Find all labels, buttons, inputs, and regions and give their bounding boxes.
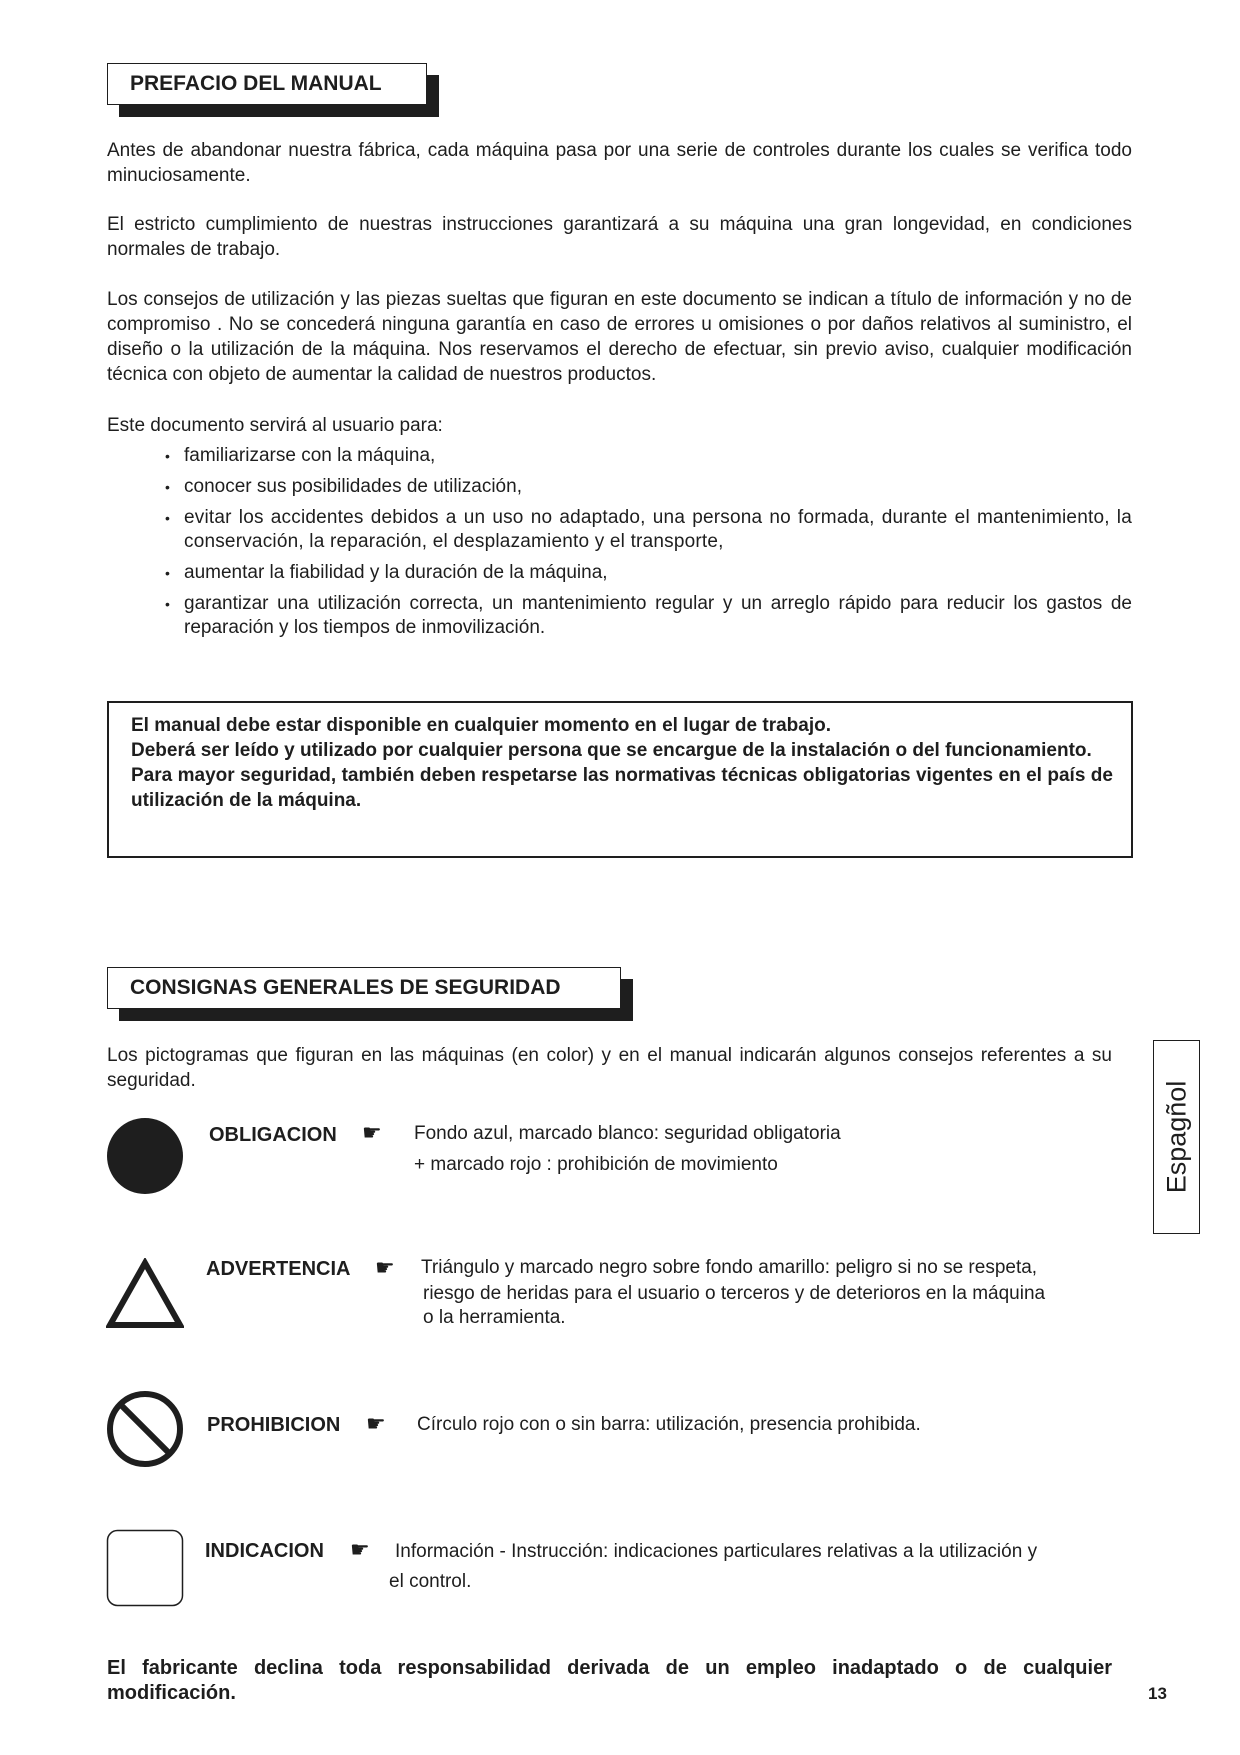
list-item: • garantizar una utilización correcta, un mantenimiento regular y un arreglo rápido para reducir los gastos de reparación y los tiempos de inmovilización. <box>165 592 1132 640</box>
description-line: Triángulo y marcado negro sobre fondo amarillo: peligro si no se respeta, <box>421 1257 1038 1278</box>
pointer-icon: ☛ <box>366 1411 386 1436</box>
advertencia-label: ADVERTENCIA <box>206 1258 351 1280</box>
manual-notice-box <box>107 701 1133 858</box>
language-side-tab <box>1153 1040 1200 1234</box>
description-line: el control. <box>389 1571 472 1592</box>
prohibition-icon <box>106 1390 184 1468</box>
advertencia-description <box>421 1255 1045 1331</box>
list-item: • familiarizarse con la máquina, <box>165 444 1132 468</box>
description-line: o la herramienta. <box>423 1307 566 1328</box>
pointer-icon: ☛ <box>375 1255 395 1280</box>
obligacion-label: OBLIGACION <box>209 1124 337 1146</box>
pointer-icon: ☛ <box>362 1120 382 1145</box>
list-item: • conocer sus posibilidades de utilización, <box>165 475 1132 499</box>
description-line: Círculo rojo con o sin barra: utilización, presencia prohibida. <box>417 1414 921 1435</box>
list-item: • aumentar la fiabilidad y la duración de la máquina, <box>165 561 1132 585</box>
prohibicion-description <box>417 1411 921 1438</box>
description-line: Fondo azul, marcado blanco: seguridad obligatoria <box>414 1123 841 1144</box>
prohibicion-label: PROHIBICION <box>207 1414 341 1436</box>
preface-heading <box>107 63 439 117</box>
notice-line: El manual debe estar disponible en cualquier momento en el lugar de trabajo. <box>131 715 831 736</box>
preface-paragraph-2: El estricto cumplimiento de nuestras instrucciones garantizará a su máquina una gran longevidad, en condiciones normales de trabajo. <box>107 214 1132 260</box>
indicacion-description <box>389 1537 1037 1597</box>
notice-line: Para mayor seguridad, también deben respetarse las normativas técnicas obligatorias vigentes en el país de utilización de la máquina. <box>131 765 1113 811</box>
purpose-list <box>165 444 1132 640</box>
pointer-icon: ☛ <box>350 1537 370 1562</box>
description-line: Información - Instrucción: indicaciones particulares relativas a la utilización y <box>395 1541 1038 1562</box>
obligacion-description <box>414 1120 841 1178</box>
warning-triangle-icon <box>106 1258 184 1330</box>
preface-title: PREFACIO DEL MANUAL <box>107 63 427 105</box>
safety-title: CONSIGNAS GENERALES DE SEGURIDAD <box>107 967 621 1009</box>
preface-paragraph-4: Este documento servirá al usuario para: <box>107 415 443 436</box>
page-number: 13 <box>1148 1684 1167 1703</box>
preface-paragraph-3: Los consejos de utilización y las piezas sueltas que figuran en este documento se indican a título de información y no de compromiso . No se concederá ninguna garantía en caso de errores u omisiones o por daños relativos al suministro, el diseño o la utilización de la máquina. Nos reservamos el derecho de efectuar, sin previo aviso, cualquier modificación técnica con objeto de aumentar la calidad de nuestros productos. <box>107 289 1132 385</box>
liability-disclaimer: El fabricante declina toda responsabilidad derivada de un empleo inadaptado o de cualquier modificación. <box>107 1657 1112 1704</box>
rounded-square-icon <box>106 1529 184 1607</box>
language-label: Espagñol <box>1161 1080 1191 1194</box>
list-item: • evitar los accidentes debidos a un uso no adaptado, una persona no formada, durante el mantenimiento, la conservación, la reparación, el desplazamiento y el transporte, <box>165 506 1132 554</box>
filled-circle-icon <box>106 1117 184 1195</box>
preface-paragraph-1: Antes de abandonar nuestra fábrica, cada máquina pasa por una serie de controles durante los cuales se verifica todo minuciosamente. <box>107 140 1132 186</box>
safety-intro: Los pictogramas que figuran en las máquinas (en color) y en el manual indicarán algunos consejos referentes a su seguridad. <box>107 1045 1112 1091</box>
indicacion-label: INDICACION <box>205 1540 324 1562</box>
description-line: + marcado rojo : prohibición de movimiento <box>414 1154 778 1175</box>
notice-line: Deberá ser leído y utilizado por cualquier persona que se encargue de la instalación o del funcionamiento. <box>131 740 1092 761</box>
description-line: riesgo de heridas para el usuario o terceros y de deterioros en la máquina <box>423 1283 1046 1304</box>
safety-heading <box>107 967 633 1021</box>
